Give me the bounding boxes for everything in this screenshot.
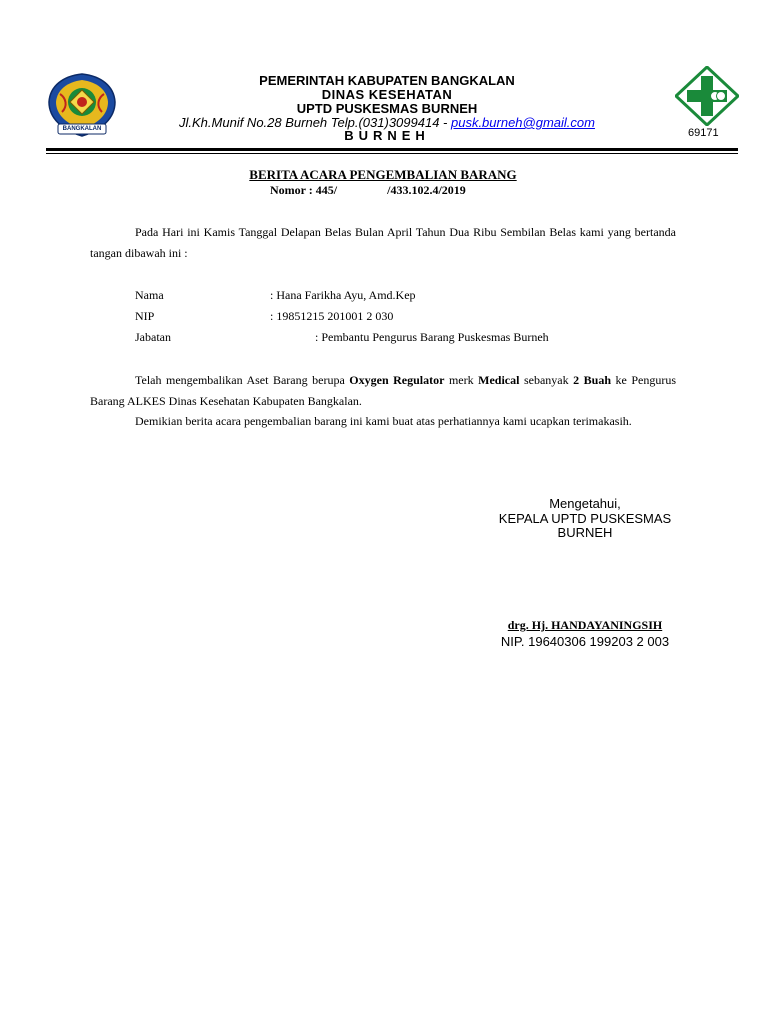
emblem-caption: BANGKALAN	[62, 126, 102, 132]
field-value-nip: : 19851215 201001 2 030	[270, 309, 394, 323]
statement-part1: Telah mengembalikan Aset Barang berupa	[135, 373, 350, 387]
document-number-prefix: Nomor : 445/	[270, 183, 338, 197]
intro-paragraph: Pada Hari ini Kamis Tanggal Delapan Belas Bulan April Tahun Dua Ribu Sembilan Belas kami yang bertanda tangan dibawah ini :	[90, 225, 676, 260]
document-number-suffix: /433.102.4/2019	[387, 183, 466, 197]
statement-item: Oxygen Regulator	[349, 373, 445, 387]
statement-paragraph	[90, 370, 676, 412]
letterhead-city: BURNEH	[344, 128, 430, 143]
field-label-jabatan: Jabatan	[135, 330, 171, 344]
puskesmas-cross-logo	[675, 66, 739, 126]
letterhead-government: PEMERINTAH KABUPATEN BANGKALAN	[259, 73, 515, 88]
letterhead-divider-thick	[46, 148, 738, 151]
letterhead-email-link[interactable]: pusk.burneh@gmail.com	[450, 115, 595, 130]
letterhead-address: Jl.Kh.Munif No.28 Burneh Telp.(031)3099414 -	[179, 115, 451, 130]
statement-part4: ke Pengurus Barang ALKES Dinas Kesehatan Kabupaten Bangkalan.	[90, 373, 677, 408]
document-number	[270, 183, 466, 198]
bangkalan-emblem-logo	[46, 72, 118, 140]
signature-position-line2: BURNEH	[557, 525, 613, 540]
field-value-jabatan: : Pembantu Pengurus Barang Puskesmas Burneh	[315, 330, 549, 344]
postal-code: 69171	[688, 127, 719, 139]
statement-quantity: 2 Buah	[573, 373, 611, 387]
signatory-nip: NIP. 19640306 199203 2 003	[500, 634, 670, 649]
field-label-nama: Nama	[135, 288, 164, 302]
statement-brand: Medical	[478, 373, 520, 387]
signatory-name: drg. Hj. HANDAYANINGSIH	[507, 618, 663, 632]
statement-part2: merk	[444, 373, 479, 387]
document-title: BERITA ACARA PENGEMBALIAN BARANG	[249, 167, 517, 182]
signature-acknowledged: Mengetahui,	[549, 496, 621, 511]
field-value-nama: : Hana Farikha Ayu, Amd.Kep	[270, 288, 416, 302]
field-label-nip: NIP	[135, 309, 155, 323]
letterhead-divider-thin	[46, 153, 738, 154]
letterhead-unit: UPTD PUSKESMAS BURNEH	[296, 101, 478, 116]
closing-paragraph: Demikian berita acara pengembalian barang ini kami buat atas perhatiannya kami ucapkan terimakasih.	[135, 414, 632, 428]
statement-part3: sebanyak	[519, 373, 574, 387]
letterhead-agency: DINAS KESEHATAN	[321, 87, 453, 102]
signature-position-line1: KEPALA UPTD PUSKESMAS	[498, 511, 672, 526]
